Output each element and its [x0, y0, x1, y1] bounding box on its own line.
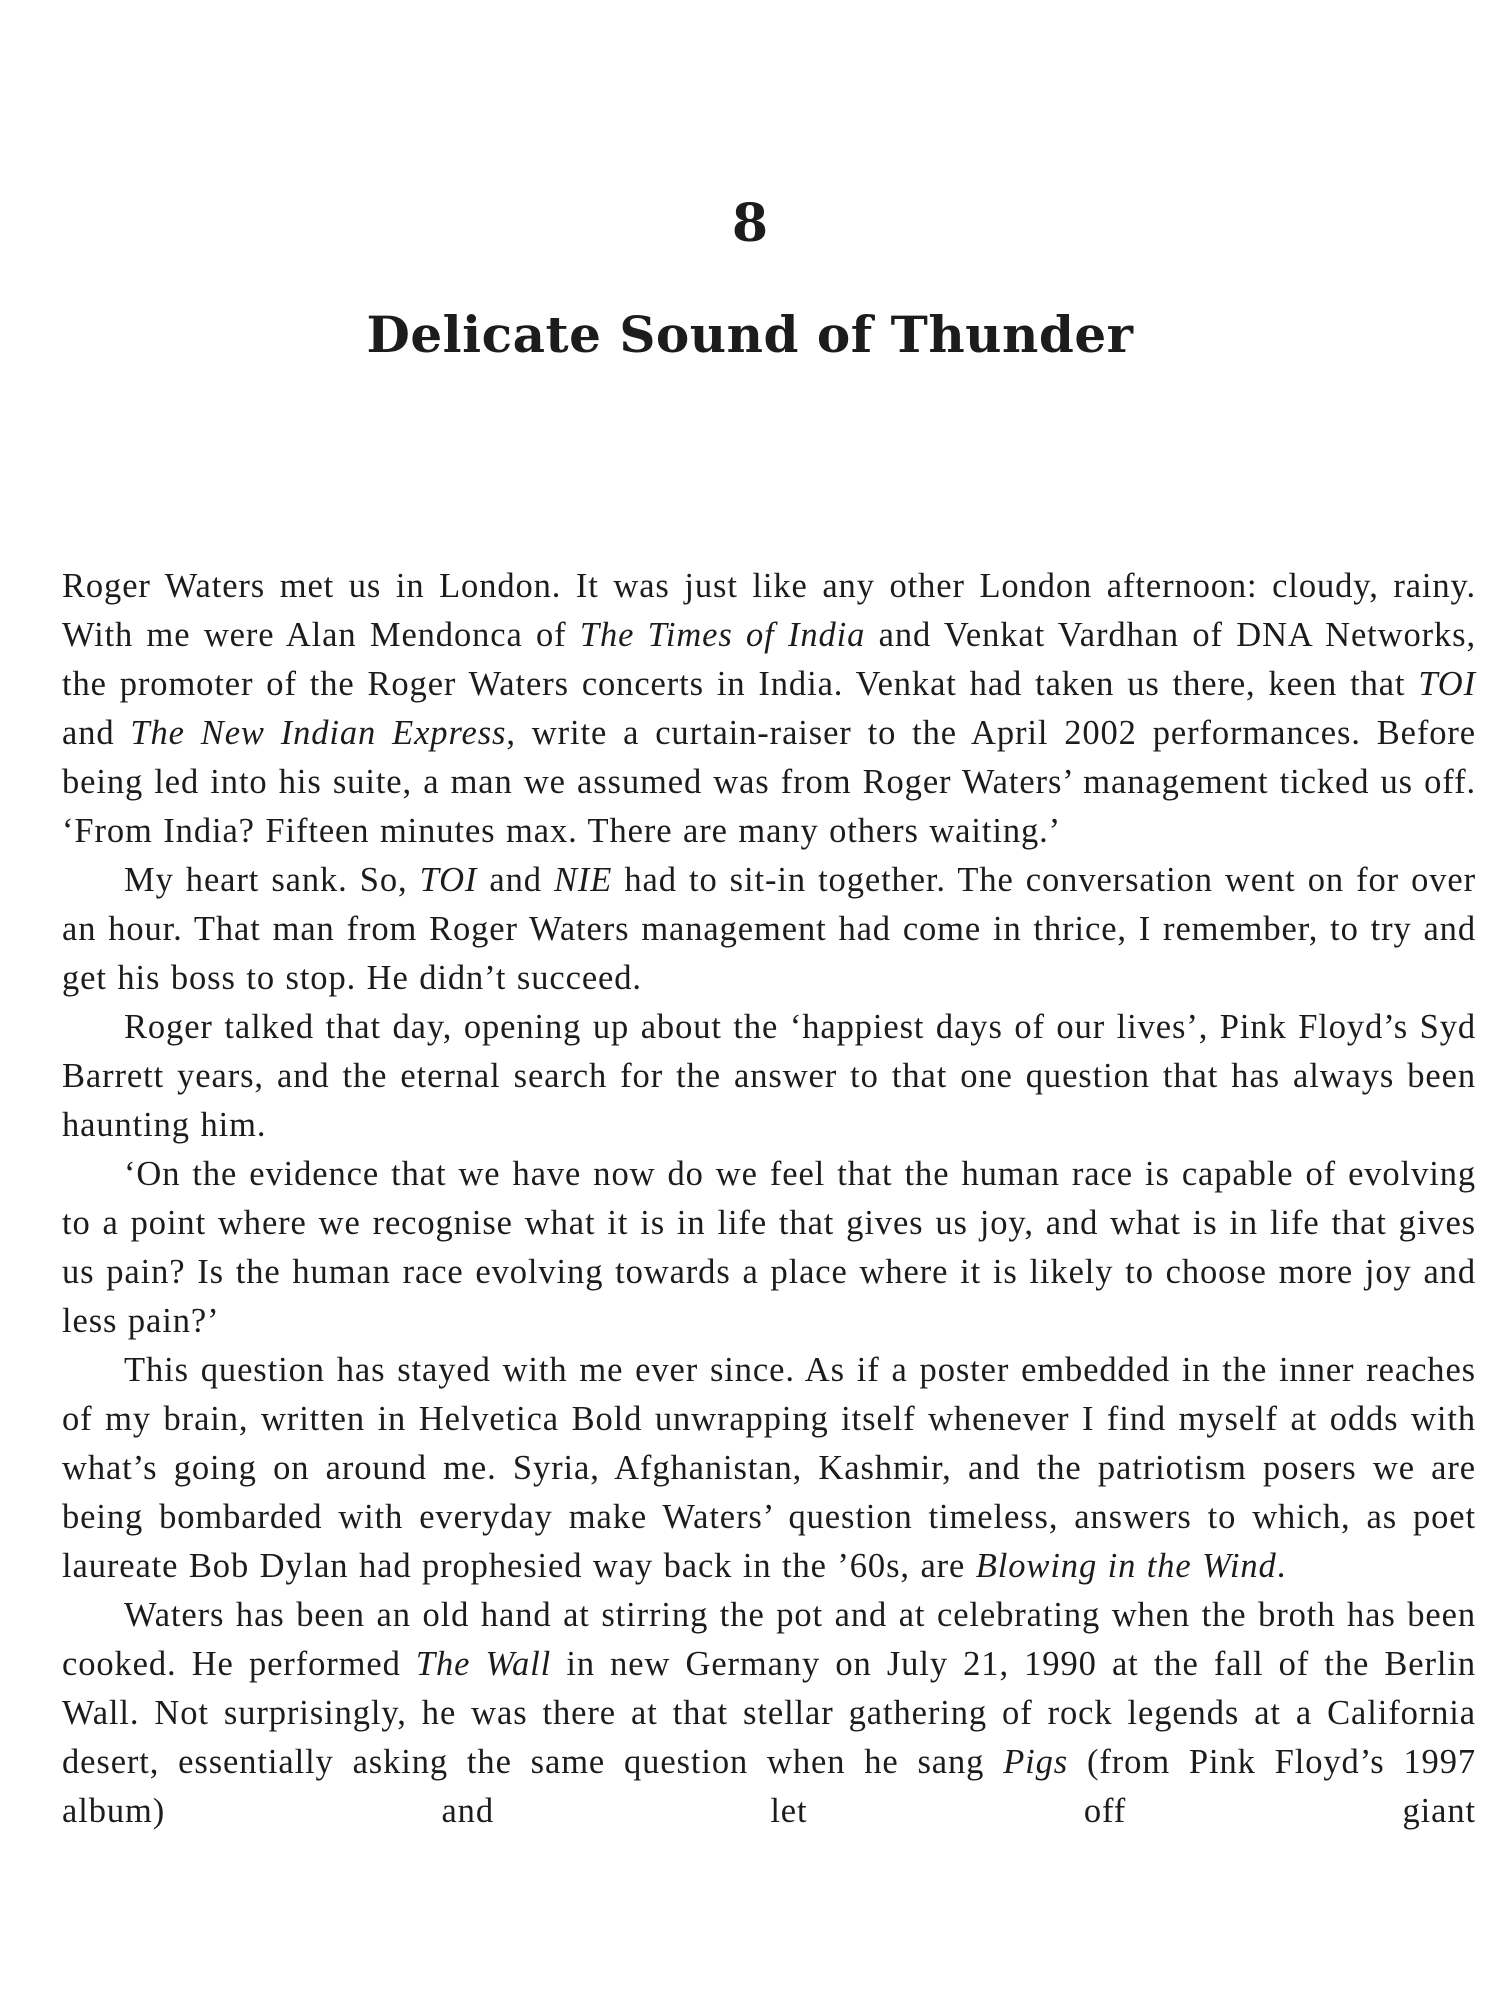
paragraph-6-italic-the-wall: The Wall — [415, 1645, 552, 1683]
paragraph-2-italic-nie: NIE — [554, 861, 613, 899]
chapter-number: 8 — [731, 193, 769, 254]
paragraph-6-text-2: in new Germany on July 21, 1990 at the fall of the Berlin Wall. Not surprisingly, he was there at that stellar gathering of rock legends at a California desert, essentially asking the same question when he sang — [62, 1645, 1476, 1781]
paragraph-1-text-4: , write a curtain-raiser to the April 2002 performances. Before being led into his suite, a man we assumed was from Roger Waters’ management ticked us off. ‘From India? Fifteen minutes max. There are many others waiting.’ — [62, 714, 1476, 850]
chapter-title: Delicate Sound of Thunder — [366, 305, 1134, 364]
paragraph-6-text-1: Waters has been an old hand at stirring the pot and at celebrating when the broth has been cooked. He performed — [62, 1596, 1476, 1683]
chapter-body — [62, 562, 1476, 1836]
paragraph-1-text-3: and — [62, 714, 131, 752]
paragraph-1-italic-times-of-india: The Times of India — [579, 616, 866, 654]
paragraph-6-italic-pigs: Pigs — [1003, 1743, 1069, 1781]
paragraph-2 — [62, 856, 1476, 1003]
paragraph-6-text-3: (from Pink Floyd’s 1997 album) and let off giant — [62, 1743, 1476, 1830]
paragraph-2-text-2: and — [477, 861, 554, 899]
paragraph-3: Roger talked that day, opening up about the ‘happiest days of our lives’, Pink Floyd’s Syd Barrett years, and the eternal search for the answer to that one question that has always been haunting him. — [62, 1008, 1476, 1144]
paragraph-1 — [62, 562, 1476, 856]
paragraph-5-text-1: This question has stayed with me ever since. As if a poster embedded in the inner reaches of my brain, written in Helvetica Bold unwrapping itself whenever I find myself at odds with what’s going on around me. Syria, Afghanistan, Kashmir, and the patriotism posers we are being bombarded with everyday make Waters’ question timeless, answers to which, as poet laureate Bob Dylan had prophesied way back in the ’60s, are — [62, 1351, 1476, 1585]
paragraph-2-text-1: My heart sank. So, — [124, 861, 420, 899]
paragraph-1-text-2: and Venkat Vardhan of DNA Networks, the promoter of the Roger Waters concerts in India. Venkat had taken us there, keen that — [62, 616, 1476, 703]
paragraph-2-text-3: had to sit-in together. The conversation went on for over an hour. That man from Roger Waters management had come in thrice, I remember, to try and get his boss to stop. He didn’t succeed. — [62, 861, 1477, 997]
paragraph-5 — [62, 1346, 1476, 1591]
paragraph-5-italic-blowing-in-the-wind: Blowing in the Wind — [975, 1547, 1277, 1585]
paragraph-6 — [62, 1591, 1476, 1836]
paragraph-1-italic-new-indian-express: The New Indian Express — [130, 714, 507, 752]
paragraph-1-text-1: Roger Waters met us in London. It was just like any other London afternoon: cloudy, rainy. With me were Alan Mendonca of — [62, 567, 1476, 654]
paragraph-4: ‘On the evidence that we have now do we feel that the human race is capable of evolving to a point where we recognise what it is in life that gives us joy, and what is in life that gives us pain? Is the human race evolving towards a place where it is likely to choose more joy and less pain?’ — [62, 1155, 1476, 1340]
paragraph-5-text-2: . — [1276, 1547, 1287, 1585]
paragraph-2-italic-toi: TOI — [419, 861, 478, 899]
paragraph-1-italic-toi: TOI — [1418, 665, 1476, 703]
